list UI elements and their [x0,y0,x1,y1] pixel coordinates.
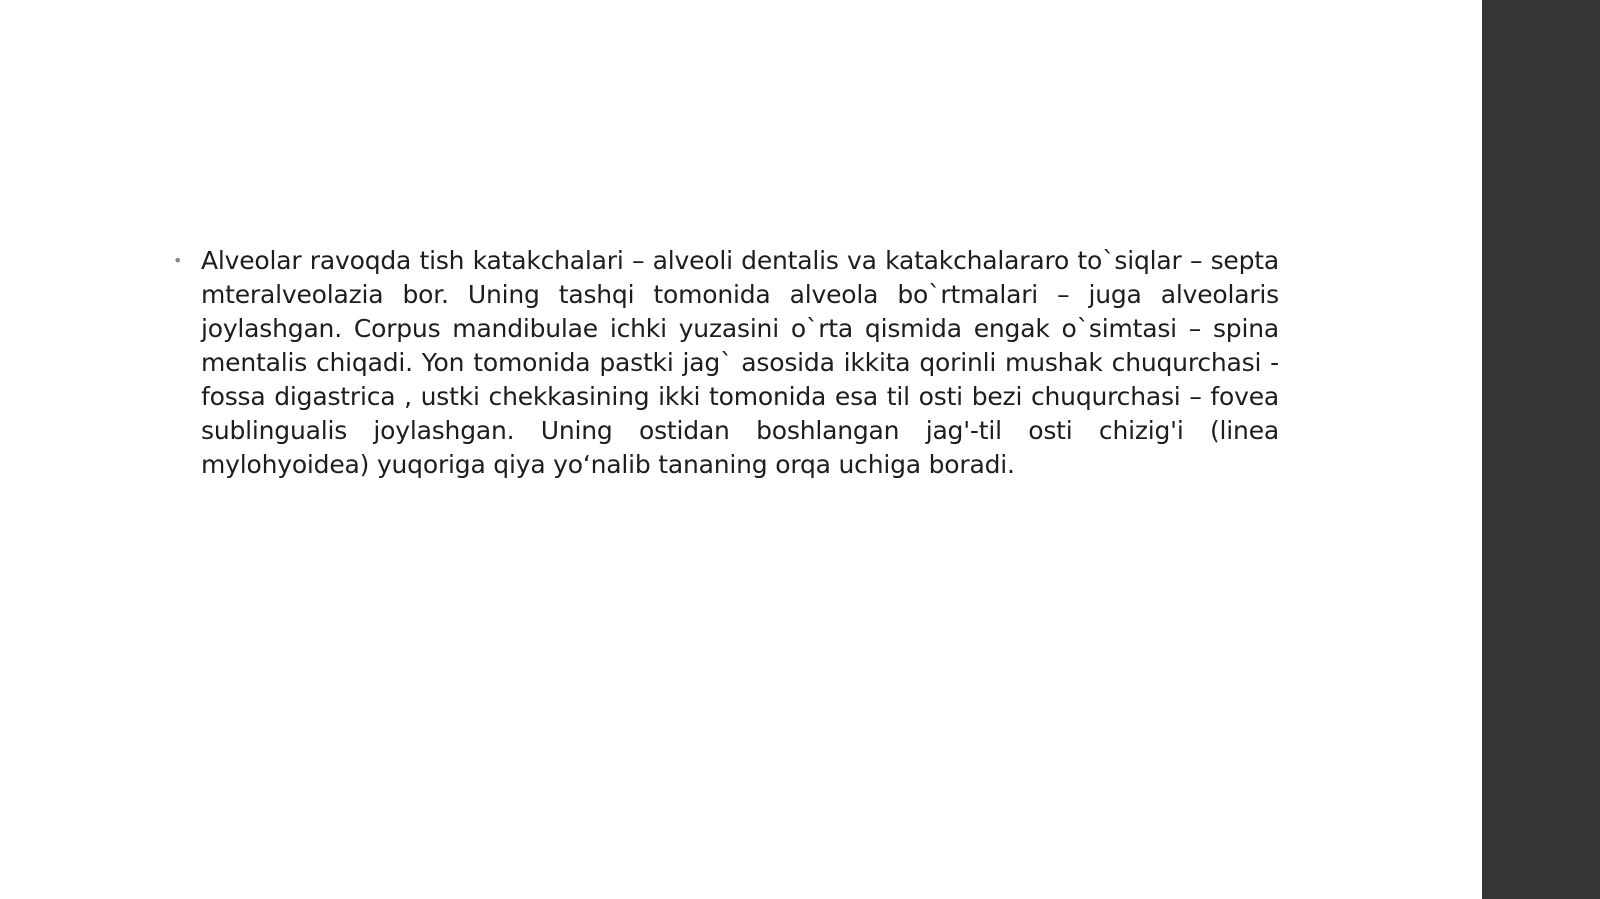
bullet-item [173,244,1279,482]
bullet-text: Alveolar ravoqda tish katakchalari – alveoli dentalis va katakchalararo to`siqlar – septa mteralveolazia bor. Uning tashqi tomonida alveola bo`rtmalari – juga alveolaris joylashgan. Corpus mandibulae ichki yuzasini o`rta qismida engak o`simtasi – spina mentalis chiqadi. Yon tomonida pastki jag` asosida ikkita qorinli mushak chuqurchasi - fossa digastrica , ustki chekkasining ikki tomonida esa til osti bezi chuqurchasi – fovea sublingualis joylashgan. Uning ostidan boshlangan jag'-til osti chizig'i (linea mylohyoidea) yuqoriga qiya yo‘nalib tananing orqa uchiga boradi. [201,246,1279,479]
slide-content [173,244,1279,482]
side-band [1482,0,1600,899]
bullet-icon: • [173,251,183,270]
